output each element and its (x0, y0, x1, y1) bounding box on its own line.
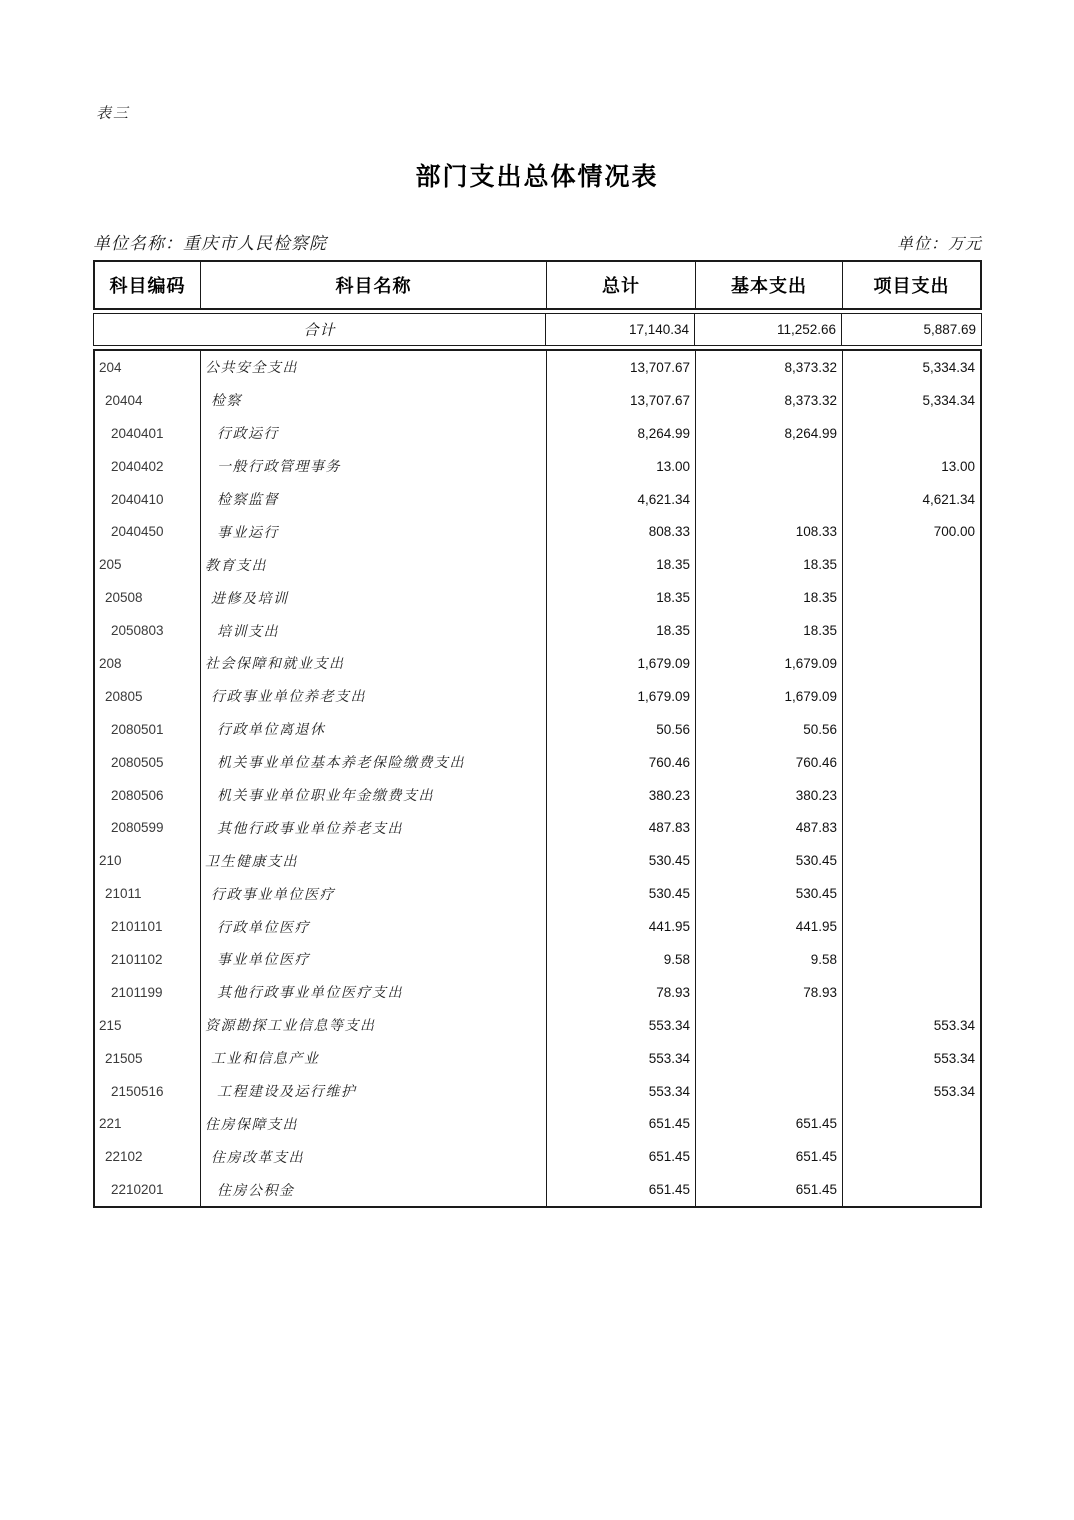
subject-code-cell: 2040410 (111, 491, 164, 507)
project-expenditure-cell (842, 647, 980, 680)
subject-code-cell: 2210201 (111, 1182, 164, 1198)
meta-row (93, 229, 982, 254)
basic-expenditure-cell: 1,679.09 (695, 680, 842, 713)
project-expenditure-cell (842, 1107, 980, 1140)
basic-expenditure-cell: 760.46 (695, 746, 842, 779)
project-expenditure-cell (842, 417, 980, 450)
project-expenditure-cell (842, 1173, 980, 1206)
subject-code-cell: 215 (99, 1017, 122, 1033)
total-value-cell: 380.23 (546, 779, 695, 812)
grand-total-total: 17,140.34 (545, 314, 694, 345)
subject-name-cell: 其他行政事业单位养老支出 (200, 811, 546, 844)
total-value-cell: 487.83 (546, 811, 695, 844)
expense-table-body (93, 349, 982, 1208)
subject-code-cell: 221 (99, 1116, 122, 1132)
basic-expenditure-cell (695, 450, 842, 483)
project-expenditure-cell: 4,621.34 (842, 483, 980, 516)
column-header-total: 总计 (546, 262, 695, 308)
basic-expenditure-cell: 651.45 (695, 1140, 842, 1173)
subject-code-cell: 210 (99, 853, 122, 869)
table-header-row (93, 260, 982, 310)
subject-name-cell: 机关事业单位基本养老保险缴费支出 (200, 746, 546, 779)
basic-expenditure-cell: 18.35 (695, 614, 842, 647)
page-title: 部门支出总体情况表 (415, 164, 659, 191)
total-value-cell: 441.95 (546, 910, 695, 943)
subject-name-cell: 住房公积金 (200, 1173, 546, 1206)
basic-expenditure-cell: 108.33 (695, 515, 842, 548)
table-number-tag: 表三 (96, 106, 131, 122)
subject-code-cell: 208 (99, 655, 122, 671)
total-value-cell: 9.58 (546, 943, 695, 976)
subject-name-cell: 行政单位离退休 (200, 713, 546, 746)
subject-code-cell: 204 (99, 359, 122, 375)
total-value-cell: 553.34 (546, 1009, 695, 1042)
total-value-cell: 651.45 (546, 1173, 695, 1206)
subject-name-cell: 社会保障和就业支出 (200, 647, 546, 680)
project-expenditure-cell (842, 976, 980, 1009)
total-value-cell: 1,679.09 (546, 680, 695, 713)
basic-expenditure-cell: 18.35 (695, 581, 842, 614)
unit-of-measure-label: 单位：万元 (896, 236, 982, 253)
basic-expenditure-cell: 78.93 (695, 976, 842, 1009)
project-expenditure-cell (842, 680, 980, 713)
subject-code-cell: 205 (99, 557, 122, 573)
subject-code-cell: 2080599 (111, 820, 164, 836)
subject-code-cell: 22102 (105, 1149, 143, 1165)
total-value-cell: 18.35 (546, 548, 695, 581)
basic-expenditure-cell: 50.56 (695, 713, 842, 746)
subject-code-cell: 2101102 (111, 951, 163, 967)
subject-name-cell: 住房改革支出 (200, 1140, 546, 1173)
project-expenditure-cell (842, 844, 980, 877)
basic-expenditure-cell: 18.35 (695, 548, 842, 581)
basic-expenditure-cell (695, 483, 842, 516)
subject-code-cell: 2080501 (111, 721, 164, 737)
project-expenditure-cell (842, 779, 980, 812)
subject-name-cell: 住房保障支出 (200, 1107, 546, 1140)
grand-total-row (93, 313, 982, 346)
grand-total-basic: 11,252.66 (694, 314, 841, 345)
total-value-cell: 530.45 (546, 844, 695, 877)
subject-code-cell: 2101101 (111, 919, 163, 935)
total-value-cell: 8,264.99 (546, 417, 695, 450)
total-value-cell: 78.93 (546, 976, 695, 1009)
project-expenditure-cell (842, 614, 980, 647)
column-header-subject-name: 科目名称 (200, 262, 546, 308)
subject-name-cell: 工业和信息产业 (200, 1042, 546, 1075)
subject-name-cell: 资源勘探工业信息等支出 (200, 1009, 546, 1042)
subject-name-cell: 行政运行 (200, 417, 546, 450)
subject-code-cell: 2040402 (111, 458, 164, 474)
subject-code-cell: 2080506 (111, 787, 164, 803)
basic-expenditure-cell (695, 1042, 842, 1075)
total-value-cell: 13,707.67 (546, 384, 695, 417)
subject-name-cell: 进修及培训 (200, 581, 546, 614)
column-header-project-expenditure: 项目支出 (842, 262, 980, 308)
subject-code-cell: 2080505 (111, 754, 164, 770)
project-expenditure-cell: 553.34 (842, 1042, 980, 1075)
total-value-cell: 808.33 (546, 515, 695, 548)
subject-name-cell: 检察 (200, 384, 546, 417)
subject-name-cell: 一般行政管理事务 (200, 450, 546, 483)
grand-total-label: 合计 (303, 323, 336, 339)
project-expenditure-cell (842, 713, 980, 746)
project-expenditure-cell (842, 877, 980, 910)
subject-code-cell: 2101199 (111, 984, 163, 1000)
subject-name-cell: 事业运行 (200, 515, 546, 548)
unit-name-label: 单位名称：重庆市人民检察院 (93, 234, 327, 253)
project-expenditure-cell: 5,334.34 (842, 351, 980, 384)
project-expenditure-cell (842, 581, 980, 614)
basic-expenditure-cell: 1,679.09 (695, 647, 842, 680)
subject-name-cell: 公共安全支出 (200, 351, 546, 384)
project-expenditure-cell (842, 943, 980, 976)
basic-expenditure-cell: 441.95 (695, 910, 842, 943)
project-expenditure-cell (842, 811, 980, 844)
subject-code-cell: 20404 (105, 392, 143, 408)
subject-name-cell: 教育支出 (200, 548, 546, 581)
basic-expenditure-cell: 651.45 (695, 1107, 842, 1140)
basic-expenditure-cell (695, 1009, 842, 1042)
basic-expenditure-cell: 487.83 (695, 811, 842, 844)
project-expenditure-cell (842, 1140, 980, 1173)
total-value-cell: 1,679.09 (546, 647, 695, 680)
project-expenditure-cell (842, 746, 980, 779)
subject-name-cell: 行政事业单位养老支出 (200, 680, 546, 713)
subject-name-cell: 工程建设及运行维护 (200, 1075, 546, 1108)
basic-expenditure-cell: 8,264.99 (695, 417, 842, 450)
subject-code-cell: 2150516 (111, 1083, 164, 1099)
total-value-cell: 651.45 (546, 1140, 695, 1173)
column-header-basic-expenditure: 基本支出 (695, 262, 842, 308)
total-value-cell: 4,621.34 (546, 483, 695, 516)
subject-code-cell: 2050803 (111, 623, 164, 639)
column-header-subject-code: 科目编码 (109, 276, 186, 296)
basic-expenditure-cell: 530.45 (695, 877, 842, 910)
subject-code-cell: 20508 (105, 590, 143, 606)
total-value-cell: 760.46 (546, 746, 695, 779)
total-value-cell: 13.00 (546, 450, 695, 483)
total-value-cell: 651.45 (546, 1107, 695, 1140)
project-expenditure-cell: 553.34 (842, 1009, 980, 1042)
basic-expenditure-cell: 651.45 (695, 1173, 842, 1206)
basic-expenditure-cell: 8,373.32 (695, 384, 842, 417)
basic-expenditure-cell: 8,373.32 (695, 351, 842, 384)
basic-expenditure-cell: 9.58 (695, 943, 842, 976)
subject-name-cell: 培训支出 (200, 614, 546, 647)
project-expenditure-cell: 700.00 (842, 515, 980, 548)
total-value-cell: 553.34 (546, 1075, 695, 1108)
total-value-cell: 553.34 (546, 1042, 695, 1075)
basic-expenditure-cell (695, 1075, 842, 1108)
subject-name-cell: 机关事业单位职业年金缴费支出 (200, 779, 546, 812)
total-value-cell: 50.56 (546, 713, 695, 746)
basic-expenditure-cell: 530.45 (695, 844, 842, 877)
subject-name-cell: 事业单位医疗 (200, 943, 546, 976)
total-value-cell: 18.35 (546, 614, 695, 647)
total-value-cell: 13,707.67 (546, 351, 695, 384)
project-expenditure-cell: 553.34 (842, 1075, 980, 1108)
subject-name-cell: 行政单位医疗 (200, 910, 546, 943)
project-expenditure-cell: 13.00 (842, 450, 980, 483)
basic-expenditure-cell: 380.23 (695, 779, 842, 812)
grand-total-project: 5,887.69 (841, 314, 981, 345)
subject-code-cell: 21505 (105, 1050, 143, 1066)
subject-name-cell: 其他行政事业单位医疗支出 (200, 976, 546, 1009)
total-value-cell: 18.35 (546, 581, 695, 614)
total-value-cell: 530.45 (546, 877, 695, 910)
project-expenditure-cell: 5,334.34 (842, 384, 980, 417)
subject-code-cell: 20805 (105, 688, 143, 704)
subject-code-cell: 2040450 (111, 524, 164, 540)
subject-code-cell: 21011 (105, 886, 142, 902)
project-expenditure-cell (842, 548, 980, 581)
subject-name-cell: 检察监督 (200, 483, 546, 516)
subject-name-cell: 行政事业单位医疗 (200, 877, 546, 910)
subject-name-cell: 卫生健康支出 (200, 844, 546, 877)
subject-code-cell: 2040401 (111, 425, 164, 441)
project-expenditure-cell (842, 910, 980, 943)
